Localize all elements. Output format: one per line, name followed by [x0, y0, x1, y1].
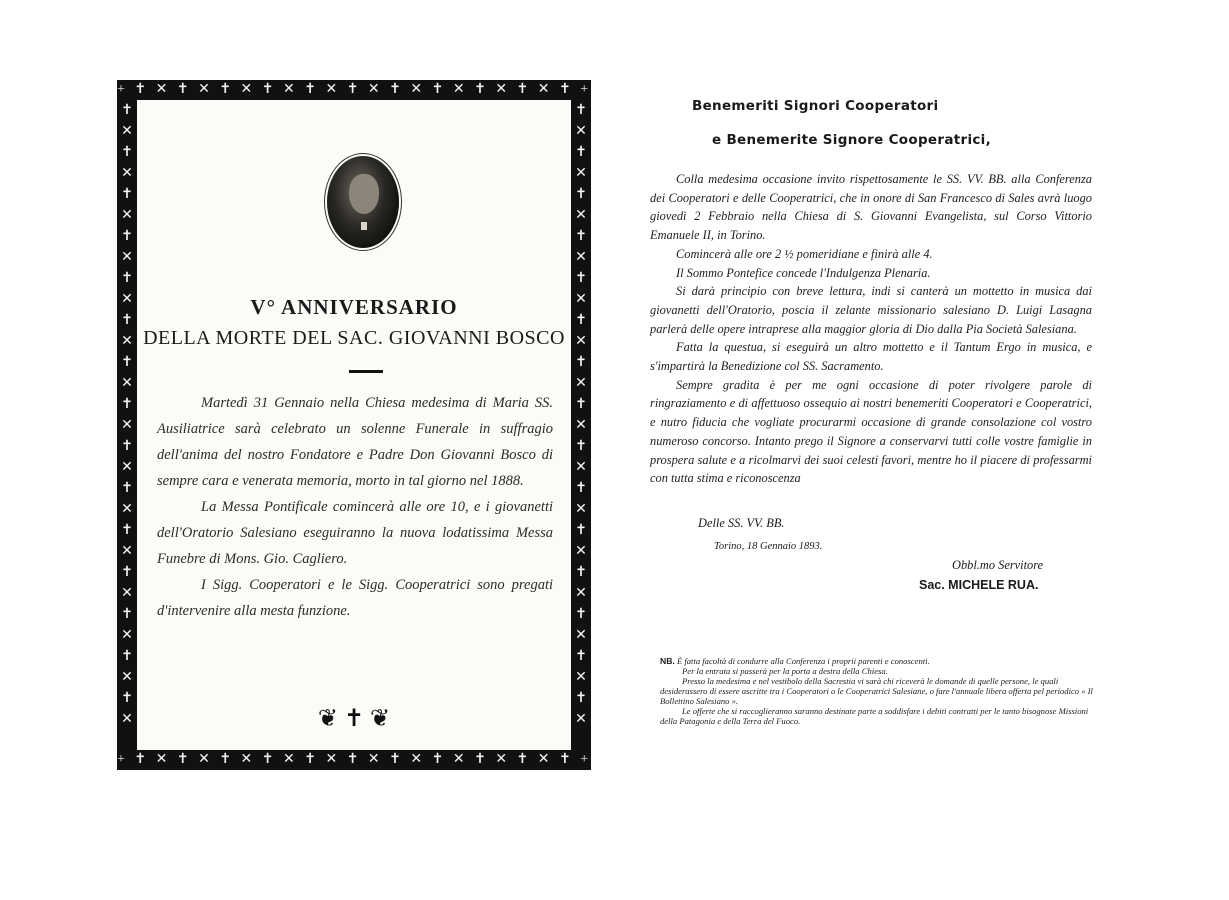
nb-line: Per la entrata si passerà per la porta a destra della Chiesa.	[682, 666, 888, 676]
letter-paragraph: Sempre gradita è per me ogni occasione di poter rivolgere parole di ringraziamento e di affettuoso ossequio ai nostri benemeriti Cooperatori e Cooperatrici, e nutro fiducia che vogliate procurarmi occasione di grande consolazione col vostro numeroso concorso. Intanto prego il Signore a conservarvi tutti colle vostre famiglie in prospera salute e a ricolmarvi dei suoi celesti favori, mentre ho il piacere di professarmi con tutta stima e riconoscenza	[650, 377, 1092, 486]
anniversary-title: V° ANNIVERSARIO	[250, 295, 458, 319]
nb-line: Presso la medesima e nel vestibolo della Sacrestia vi sarà chi riceverà le domande di quelle persone, le quali desiderassero di essere ascritte tra i Cooperatori o le Cooperatrici Salesiane, o fare l'annuale libera offerta pel periodico « Il Bollettino Salesiano ».	[660, 676, 1093, 706]
cross-ornament-icon: ❦ ✝ ❦	[317, 706, 391, 732]
anniversary-subtitle: DELLA MORTE DEL SAC. GIOVANNI BOSCO	[143, 327, 565, 349]
portrait-face	[349, 174, 379, 214]
letter-paragraph: Il Sommo Pontefice concede l'Indulgenza Plenaria.	[676, 265, 931, 280]
memorial-paragraph: I Sigg. Cooperatori e le Sigg. Cooperatrici sono pregati d'intervenire alla mesta funzione.	[157, 577, 553, 619]
servant-line: Obbl.mo Servitore	[952, 558, 1044, 572]
memorial-paragraph: La Messa Pontificale comincerà alle ore 10, e i giovanetti dell'Oratorio Salesiano eseguiranno la nuova lodatissima Messa Funebre di Mons. Gio. Cagliero.	[157, 499, 553, 567]
letter-body	[650, 170, 1092, 488]
memorial-paragraph: Martedì 31 Gennaio nella Chiesa medesima di Maria SS. Ausiliatrice sarà celebrato un solenne Funerale in suffragio dell'anima del nostro Fondatore e Padre Don Giovanni Bosco di sempre cara e venerata memoria, morto in tal giorno nel 1888.	[157, 395, 553, 489]
memorial-card-inner	[137, 100, 571, 750]
letter-paragraph: Colla medesima occasione invito rispettosamente le SS. VV. BB. alla Conferenza dei Cooperatori e delle Cooperatrici, che in onore di San Francesco di Sales avrà luogo giovedì 2 Febbraio nella Chiesa di S. Giovanni Evangelista, sul Corso Vittorio Emanuele II, in Torino.	[650, 172, 1092, 243]
title-divider	[349, 370, 383, 373]
portrait-collar	[361, 222, 367, 230]
portrait-image	[327, 156, 399, 248]
signature: Sac. MICHELE RUA.	[919, 578, 1039, 592]
letter-date: Torino, 18 Gennaio 1893.	[714, 541, 823, 552]
letter-page	[640, 90, 1110, 770]
nb-label: NB.	[660, 656, 675, 666]
decorative-border-right: ✝✕✝✕✝✕✝✕✝✕✝✕✝✕✝✕✝✕✝✕✝✕✝✕✝✕✝✕✝✕	[575, 103, 587, 727]
decorative-border-top: + ✝ ✕ ✝ ✕ ✝ ✕ ✝ ✕ ✝ ✕ ✝ ✕ ✝ ✕ ✝ ✕ ✝ ✕ ✝ ✕ ✝ +	[117, 82, 591, 97]
salutation-line-1: Benemeriti Signori Cooperatori	[692, 98, 939, 114]
nota-bene-block	[660, 656, 1100, 726]
memorial-text	[157, 390, 553, 624]
nb-line: È fatta facoltà di condurre alla Conferenza i proprii parenti e conoscenti.	[676, 656, 930, 666]
decorative-border-bottom: + ✝ ✕ ✝ ✕ ✝ ✕ ✝ ✕ ✝ ✕ ✝ ✕ ✝ ✕ ✝ ✕ ✝ ✕ ✝ ✕ ✝ +	[117, 752, 591, 767]
salutation-line-2: e Benemerite Signore Cooperatrici,	[712, 132, 992, 148]
letter-paragraph: Fatta la questua, si eseguirà un altro mottetto e il Tantum Ergo in musica, e s'impartirà la Benedizione col SS. Sacramento.	[650, 340, 1092, 374]
letter-paragraph: Comincerà alle ore 2 ½ pomeridiane e finirà alle 4.	[676, 246, 933, 261]
memorial-card	[117, 80, 591, 770]
decorative-border-left: ✝✕✝✕✝✕✝✕✝✕✝✕✝✕✝✕✝✕✝✕✝✕✝✕✝✕✝✕✝✕	[121, 103, 133, 727]
letter-closing: Delle SS. VV. BB.	[698, 516, 785, 530]
nb-line: Le offerte che si raccoglieranno saranno destinate parte a soddisfare i debiti contratti per le tanto bisognose Missioni della Patagonia e della Terra del Fuoco.	[660, 706, 1089, 726]
letter-paragraph: Si darà principio con breve lettura, indi si canterà un mottetto in musica dai giovanetti dell'Oratorio, poscia il zelante missionario salesiano D. Luigi Lasagna parlerà delle opere intraprese alla maggior gloria di Dio dalla Pia Società Salesiana.	[650, 284, 1092, 336]
